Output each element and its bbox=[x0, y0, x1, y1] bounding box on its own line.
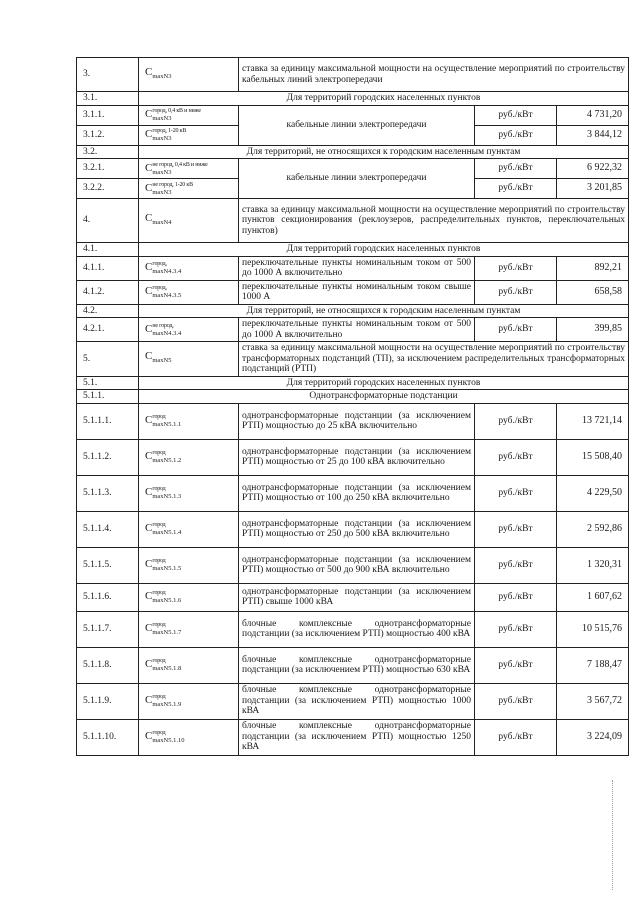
row-description: однотрансформаторные подстанции (за исключением РТП) мощностью от 100 до 250 кВА включительно bbox=[239, 475, 475, 511]
table-row bbox=[77, 280, 629, 304]
rate-symbol: C bbox=[145, 730, 153, 743]
section-row bbox=[77, 243, 629, 257]
row-description: переключательные пункты номинальным током от 500 до 1000 А включительно bbox=[239, 318, 475, 342]
row-unit: руб./кВт bbox=[475, 719, 557, 755]
rate-subscript: maxN4.3.5 bbox=[152, 292, 182, 299]
row-number: 5.1.1.2. bbox=[77, 439, 139, 475]
row-value: 7 188,47 bbox=[557, 647, 629, 683]
rate-symbol: C bbox=[145, 350, 153, 362]
section-title: Для территорий городских населенных пунктов bbox=[139, 243, 629, 257]
rate-index-stack bbox=[152, 558, 181, 572]
rate-code-cell bbox=[139, 547, 239, 583]
row-number: 5.1.1.8. bbox=[77, 647, 139, 683]
rate-code-cell bbox=[139, 256, 239, 280]
rate-code-cell bbox=[139, 125, 239, 145]
table-row bbox=[77, 547, 629, 583]
row-value: 10 515,76 bbox=[557, 611, 629, 647]
rate-code-cell bbox=[139, 58, 239, 92]
rate-superscript: город, bbox=[152, 285, 167, 291]
rate-symbol: C bbox=[145, 658, 153, 671]
table-row bbox=[77, 583, 629, 611]
row-description: ставка за единицу максимальной мощности на осуществление мероприятий по строительству кабельных линий электропередачи bbox=[239, 58, 629, 92]
row-number: 4.1. bbox=[77, 243, 139, 257]
row-number: 5.1.1.1. bbox=[77, 403, 139, 439]
rate-symbol: C bbox=[145, 161, 153, 174]
rate-symbol: C bbox=[145, 622, 153, 635]
row-description: переключательные пункты номинальным током от 500 до 1000 А включительно bbox=[239, 256, 475, 280]
row-number: 5.1.1.9. bbox=[77, 683, 139, 719]
rate-index-stack bbox=[152, 128, 186, 142]
row-value: 15 508,40 bbox=[557, 439, 629, 475]
section-row bbox=[77, 390, 629, 404]
row-number: 3.2. bbox=[77, 145, 139, 159]
table-row bbox=[77, 199, 629, 243]
row-number: 5.1.1.4. bbox=[77, 511, 139, 547]
rate-subscript: maxN4.3.4 bbox=[152, 268, 182, 275]
rate-index-stack bbox=[152, 486, 181, 500]
row-value: 658,58 bbox=[557, 280, 629, 304]
rate-superscript: город bbox=[152, 694, 166, 700]
row-value: 892,21 bbox=[557, 256, 629, 280]
rate-code-cell bbox=[139, 179, 239, 199]
row-description: однотрансформаторные подстанции (за исключением РТП) свыше 1000 кВА bbox=[239, 583, 475, 611]
rate-subscript: maxN5.1.7 bbox=[152, 629, 182, 636]
row-description: блочные комплексные однотрансформаторные подстанции (за исключением РТП) мощностью 630 кВА bbox=[239, 647, 475, 683]
rate-code-cell bbox=[139, 719, 239, 755]
row-number: 5.1.1.3. bbox=[77, 475, 139, 511]
rate-code-cell bbox=[139, 647, 239, 683]
row-number: 3.2.2. bbox=[77, 179, 139, 199]
rate-superscript: не город, bbox=[152, 322, 174, 329]
row-number: 3.1.2. bbox=[77, 125, 139, 145]
rate-index-stack bbox=[152, 590, 181, 604]
rate-index-stack bbox=[152, 414, 181, 428]
rate-index-stack bbox=[152, 730, 184, 744]
rate-code-cell bbox=[139, 583, 239, 611]
rate-superscript: город, bbox=[152, 261, 167, 267]
row-description: блочные комплексные однотрансформаторные подстанции (за исключением РТП) мощностью 400 кВА bbox=[239, 611, 475, 647]
rate-code-cell bbox=[139, 199, 239, 243]
table-row bbox=[77, 683, 629, 719]
row-description: однотрансформаторные подстанции (за исключением РТП) мощностью до 25 кВА включительно bbox=[239, 403, 475, 439]
row-number: 4. bbox=[77, 199, 139, 243]
rate-symbol: C bbox=[145, 486, 153, 499]
rate-symbol: C bbox=[145, 414, 153, 427]
rate-symbol: C bbox=[145, 322, 153, 335]
row-value: 399,85 bbox=[557, 318, 629, 342]
rate-symbol: C bbox=[145, 285, 153, 298]
row-value: 3 201,85 bbox=[557, 179, 629, 199]
rate-subscript: maxN5.1.3 bbox=[152, 493, 182, 500]
section-row bbox=[77, 376, 629, 390]
row-number: 5.1.1.6. bbox=[77, 583, 139, 611]
rate-index-stack bbox=[152, 658, 181, 672]
rate-code-cell bbox=[139, 342, 239, 377]
rate-code-cell bbox=[139, 511, 239, 547]
rate-superscript: город bbox=[152, 450, 166, 456]
rate-code-cell bbox=[139, 475, 239, 511]
row-unit: руб./кВт bbox=[475, 683, 557, 719]
row-number: 3. bbox=[77, 58, 139, 92]
section-row bbox=[77, 92, 629, 106]
row-description: однотрансформаторные подстанции (за исключением РТП) мощностью от 250 до 500 кВА включительно bbox=[239, 511, 475, 547]
row-number: 4.2.1. bbox=[77, 318, 139, 342]
row-value: 6 922,32 bbox=[557, 159, 629, 179]
rate-code-cell bbox=[139, 159, 239, 179]
row-value: 3 224,09 bbox=[557, 719, 629, 755]
table-row bbox=[77, 719, 629, 755]
row-value: 1 320,31 bbox=[557, 547, 629, 583]
row-description: переключательные пункты номинальным током свыше 1000 А bbox=[239, 280, 475, 304]
row-description: однотрансформаторные подстанции (за исключением РТП) мощностью от 25 до 100 кВА включительно bbox=[239, 439, 475, 475]
section-title: Для территорий городских населенных пунктов bbox=[139, 92, 629, 106]
table-row bbox=[77, 342, 629, 377]
row-value: 3 844,12 bbox=[557, 125, 629, 145]
rate-symbol: C bbox=[145, 261, 153, 274]
rate-subscript: maxN3 bbox=[152, 115, 172, 122]
rate-symbol: C bbox=[145, 590, 153, 603]
row-number: 5.1.1. bbox=[77, 390, 139, 404]
row-number: 5.1.1.5. bbox=[77, 547, 139, 583]
row-unit: руб./кВт bbox=[475, 511, 557, 547]
rate-superscript: город bbox=[152, 558, 166, 564]
section-title: Для территорий, не относящихся к городским населенным пунктам bbox=[139, 304, 629, 318]
row-number: 5. bbox=[77, 342, 139, 377]
rate-subscript: maxN5.1.5 bbox=[152, 565, 182, 572]
rate-superscript: не город, 1-20 кВ bbox=[152, 181, 193, 188]
row-description: ставка за единицу максимальной мощности на осуществление мероприятий по строительству пунктов секционирования (реклоузеров, распределительных пунктов, переключательных пунктов) bbox=[239, 199, 629, 243]
row-unit: руб./кВт bbox=[475, 256, 557, 280]
rate-index-stack bbox=[152, 108, 200, 122]
row-description: блочные комплексные однотрансформаторные подстанции (за исключением РТП) мощностью 1250 кВА bbox=[239, 719, 475, 755]
rate-index-stack bbox=[152, 261, 181, 275]
section-row bbox=[77, 145, 629, 159]
rate-subscript: maxN4 bbox=[152, 218, 172, 226]
row-number: 3.1. bbox=[77, 92, 139, 106]
row-unit: руб./кВт bbox=[475, 611, 557, 647]
row-value: 1 607,62 bbox=[557, 583, 629, 611]
rate-index-stack bbox=[152, 694, 181, 708]
rate-superscript: город bbox=[152, 622, 166, 628]
row-value: 4 229,50 bbox=[557, 475, 629, 511]
rate-index-stack bbox=[152, 182, 193, 196]
row-description: кабельные линии электропередачи bbox=[239, 159, 475, 199]
rate-subscript: maxN5.1.1 bbox=[152, 421, 182, 428]
rate-subscript: maxN5.1.6 bbox=[152, 597, 182, 604]
row-unit: руб./кВт bbox=[475, 159, 557, 179]
rate-superscript: город, 0,4 кВ и ниже bbox=[152, 108, 201, 114]
row-number: 4.2. bbox=[77, 304, 139, 318]
tariff-table-body bbox=[77, 58, 629, 756]
rate-index-stack bbox=[152, 162, 207, 176]
table-row bbox=[77, 439, 629, 475]
rate-superscript: город bbox=[152, 522, 166, 528]
rate-superscript: город, 1-20 кВ bbox=[152, 128, 187, 134]
table-row bbox=[77, 256, 629, 280]
rate-superscript: город bbox=[152, 414, 166, 420]
section-row bbox=[77, 304, 629, 318]
table-row bbox=[77, 58, 629, 92]
rate-index-stack bbox=[152, 285, 181, 299]
row-value: 3 567,72 bbox=[557, 683, 629, 719]
rate-index-stack bbox=[152, 323, 181, 337]
tariff-table bbox=[76, 57, 629, 756]
row-number: 3.1.1. bbox=[77, 105, 139, 125]
rate-symbol: C bbox=[145, 211, 153, 224]
row-number: 4.1.1. bbox=[77, 256, 139, 280]
row-value: 13 721,14 bbox=[557, 403, 629, 439]
rate-index-stack bbox=[152, 622, 181, 636]
row-unit: руб./кВт bbox=[475, 318, 557, 342]
row-unit: руб./кВт bbox=[475, 403, 557, 439]
section-title: Однотрансформаторные подстанции bbox=[139, 390, 629, 404]
rate-subscript: maxN5.1.2 bbox=[152, 457, 182, 464]
rate-symbol: C bbox=[145, 558, 153, 571]
rate-subscript: maxN4.3.4 bbox=[152, 329, 182, 337]
row-value: 2 592,86 bbox=[557, 511, 629, 547]
row-unit: руб./кВт bbox=[475, 547, 557, 583]
rate-symbol: C bbox=[145, 65, 153, 78]
table-row bbox=[77, 647, 629, 683]
rate-subscript: maxN5.1.4 bbox=[152, 529, 182, 536]
section-title: Для территорий городских населенных пунктов bbox=[139, 376, 629, 390]
row-unit: руб./кВт bbox=[475, 647, 557, 683]
rate-code-cell bbox=[139, 318, 239, 342]
row-number: 5.1.1.7. bbox=[77, 611, 139, 647]
rate-superscript: город bbox=[152, 730, 166, 736]
row-number: 3.2.1. bbox=[77, 159, 139, 179]
rate-subscript: maxN5.1.8 bbox=[152, 665, 182, 672]
rate-code-cell bbox=[139, 280, 239, 304]
row-unit: руб./кВт bbox=[475, 583, 557, 611]
rate-superscript: город bbox=[152, 486, 166, 492]
rate-subscript: maxN5 bbox=[152, 357, 172, 364]
row-description: однотрансформаторные подстанции (за исключением РТП) мощностью от 500 до 900 кВА включительно bbox=[239, 547, 475, 583]
row-unit: руб./кВт bbox=[475, 125, 557, 145]
row-number: 4.1.2. bbox=[77, 280, 139, 304]
section-title: Для территорий, не относящихся к городским населенным пунктам bbox=[139, 145, 629, 159]
rate-symbol: C bbox=[145, 694, 153, 707]
row-unit: руб./кВт bbox=[475, 105, 557, 125]
rate-symbol: C bbox=[145, 522, 153, 535]
rate-superscript: город bbox=[152, 590, 166, 596]
margin-dots bbox=[612, 780, 615, 890]
row-description: кабельные линии электропередачи bbox=[239, 105, 475, 145]
rate-code-cell bbox=[139, 611, 239, 647]
table-row bbox=[77, 105, 629, 125]
rate-code-cell bbox=[139, 403, 239, 439]
row-unit: руб./кВт bbox=[475, 475, 557, 511]
rate-superscript: не город, 0,4 кВ и ниже bbox=[152, 161, 208, 168]
rate-subscript: maxN5.1.10 bbox=[152, 737, 185, 744]
rate-symbol: C bbox=[145, 450, 153, 463]
row-description: блочные комплексные однотрансформаторные подстанции (за исключением РТП) мощностью 1000 кВА bbox=[239, 683, 475, 719]
rate-index-stack bbox=[152, 522, 181, 536]
rate-symbol: C bbox=[145, 128, 153, 141]
row-unit: руб./кВт bbox=[475, 280, 557, 304]
table-row bbox=[77, 159, 629, 179]
rate-subscript: maxN3 bbox=[152, 72, 172, 80]
row-description: ставка за единицу максимальной мощности на осуществление мероприятий по строительству трансформаторных подстанций (ТП), за исключением распределительных трансформаторных подстанций (РТП) bbox=[239, 342, 629, 377]
rate-superscript: город bbox=[152, 658, 166, 664]
table-row bbox=[77, 511, 629, 547]
rate-symbol: C bbox=[145, 181, 153, 194]
table-row bbox=[77, 403, 629, 439]
rate-code-cell bbox=[139, 439, 239, 475]
table-row bbox=[77, 475, 629, 511]
rate-code-cell bbox=[139, 683, 239, 719]
rate-symbol: C bbox=[145, 108, 153, 121]
rate-subscript: maxN5.1.9 bbox=[152, 701, 182, 708]
row-number: 5.1. bbox=[77, 376, 139, 390]
row-unit: руб./кВт bbox=[475, 179, 557, 199]
row-value: 4 731,20 bbox=[557, 105, 629, 125]
rate-subscript: maxN3 bbox=[152, 188, 172, 196]
rate-subscript: maxN3 bbox=[152, 168, 172, 176]
table-row bbox=[77, 318, 629, 342]
row-unit: руб./кВт bbox=[475, 439, 557, 475]
rate-code-cell bbox=[139, 105, 239, 125]
table-row bbox=[77, 611, 629, 647]
row-number: 5.1.1.10. bbox=[77, 719, 139, 755]
rate-index-stack bbox=[152, 450, 181, 464]
rate-subscript: maxN3 bbox=[152, 135, 172, 142]
